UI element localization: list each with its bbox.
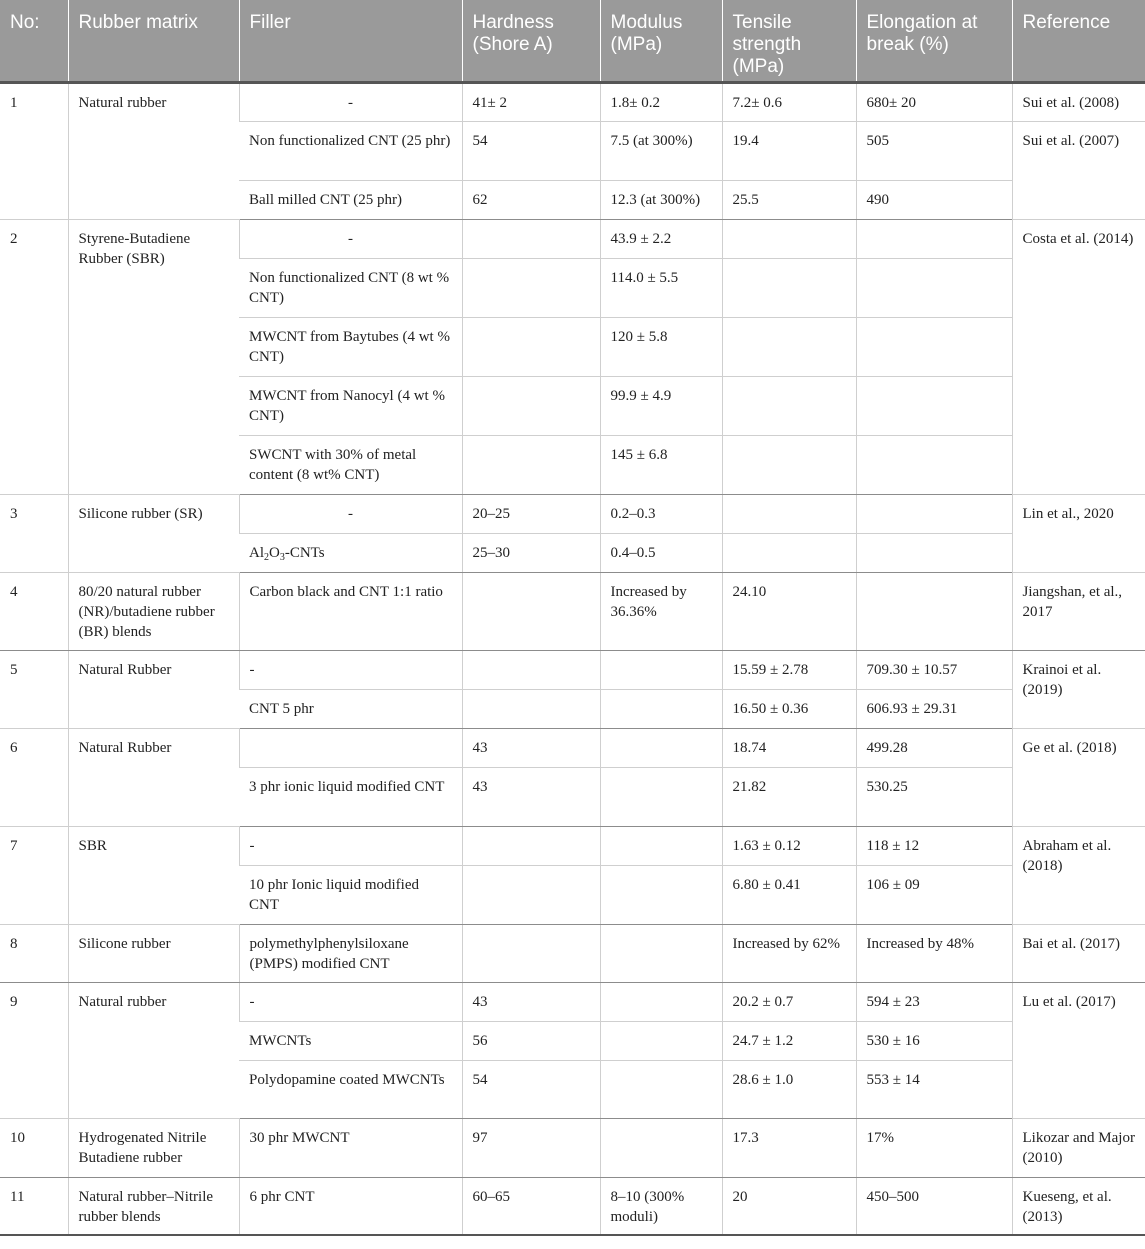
cell-tensile: 25.5 [722, 180, 856, 219]
cell-modulus [600, 826, 722, 865]
cell-filler: 3 phr ionic liquid modified CNT [239, 767, 462, 826]
cell-filler: polymethylphenylsiloxane (PMPS) modified CNT [239, 924, 462, 982]
header-filler: Filler [239, 0, 462, 82]
cell-modulus [600, 1060, 722, 1118]
cell-matrix: Natural rubber [68, 982, 239, 1118]
cell-reference: Sui et al. (2008) [1012, 82, 1145, 121]
cell-filler: - [239, 494, 462, 533]
cell-no: 7 [0, 826, 68, 924]
cell-hardness: 62 [462, 180, 600, 219]
cell-elongation: 450–500 [856, 1177, 1012, 1235]
cell-modulus [600, 1021, 722, 1060]
cell-filler: 6 phr CNT [239, 1177, 462, 1235]
header-reference: Reference [1012, 0, 1145, 82]
table-row [0, 82, 1145, 121]
cell-tensile: 7.2± 0.6 [722, 82, 856, 121]
cell-modulus: 12.3 (at 300%) [600, 180, 722, 219]
cell-elongation: 530.25 [856, 767, 1012, 826]
cell-reference: Krainoi et al. (2019) [1012, 650, 1145, 728]
cell-modulus [600, 689, 722, 728]
cell-hardness [462, 219, 600, 258]
cell-filler: Polydopamine coated MWCNTs [239, 1060, 462, 1118]
cell-matrix: Natural Rubber [68, 728, 239, 826]
cell-modulus: 0.4–0.5 [600, 533, 722, 572]
cell-modulus: 7.5 (at 300%) [600, 121, 722, 180]
cell-matrix: Natural Rubber [68, 650, 239, 728]
cell-matrix: Natural rubber–Nitrile rubber blends [68, 1177, 239, 1235]
cell-hardness: 54 [462, 1060, 600, 1118]
cell-filler: Carbon black and CNT 1:1 ratio [239, 572, 462, 650]
cell-tensile: 28.6 ± 1.0 [722, 1060, 856, 1118]
cell-hardness: 20–25 [462, 494, 600, 533]
header-tensile-strength: Tensile strength (MPa) [722, 0, 856, 82]
cell-tensile [722, 258, 856, 317]
cell-elongation: Increased by 48% [856, 924, 1012, 982]
cell-filler: MWCNTs [239, 1021, 462, 1060]
cell-tensile [722, 533, 856, 572]
cell-tensile: 19.4 [722, 121, 856, 180]
cell-filler: - [239, 219, 462, 258]
cell-tensile: 17.3 [722, 1118, 856, 1177]
cell-filler: SWCNT with 30% of metal content (8 wt% CNT) [239, 435, 462, 494]
cell-tensile: Increased by 62% [722, 924, 856, 982]
cell-no: 3 [0, 494, 68, 572]
cell-hardness: 43 [462, 767, 600, 826]
cell-hardness [462, 650, 600, 689]
header-no: No: [0, 0, 68, 82]
cell-tensile: 16.50 ± 0.36 [722, 689, 856, 728]
cell-filler [239, 533, 462, 572]
cell-hardness [462, 435, 600, 494]
cell-reference: Kueseng, et al. (2013) [1012, 1177, 1145, 1235]
cell-modulus: 99.9 ± 4.9 [600, 376, 722, 435]
cell-tensile [722, 376, 856, 435]
cell-tensile [722, 317, 856, 376]
cell-modulus [600, 924, 722, 982]
cell-filler: Non functionalized CNT (8 wt % CNT) [239, 258, 462, 317]
cell-matrix: 80/20 natural rubber (NR)/butadiene rubber (BR) blends [68, 572, 239, 650]
header-rubber-matrix: Rubber matrix [68, 0, 239, 82]
cell-modulus [600, 767, 722, 826]
cell-hardness: 43 [462, 728, 600, 767]
cell-reference: Ge et al. (2018) [1012, 728, 1145, 826]
cell-reference: Sui et al. (2007) [1012, 121, 1145, 219]
cell-filler: MWCNT from Nanocyl (4 wt % CNT) [239, 376, 462, 435]
cell-tensile [722, 494, 856, 533]
cell-hardness [462, 572, 600, 650]
cell-elongation: 530 ± 16 [856, 1021, 1012, 1060]
cell-hardness [462, 689, 600, 728]
cell-filler: 10 phr Ionic liquid modified CNT [239, 865, 462, 924]
table-row [0, 1118, 1145, 1177]
cell-elongation: 606.93 ± 29.31 [856, 689, 1012, 728]
table-row [0, 494, 1145, 533]
cell-no: 11 [0, 1177, 68, 1235]
cell-modulus: 120 ± 5.8 [600, 317, 722, 376]
cell-filler: - [239, 650, 462, 689]
cell-reference: Jiangshan, et al., 2017 [1012, 572, 1145, 650]
cell-hardness: 54 [462, 121, 600, 180]
cell-hardness: 25–30 [462, 533, 600, 572]
table-row [0, 826, 1145, 865]
cell-no: 9 [0, 982, 68, 1118]
cell-no: 1 [0, 82, 68, 219]
cell-filler: - [239, 826, 462, 865]
table-row [0, 982, 1145, 1021]
cell-hardness: 56 [462, 1021, 600, 1060]
cell-reference: Likozar and Major (2010) [1012, 1118, 1145, 1177]
cell-elongation: 594 ± 23 [856, 982, 1012, 1021]
cell-elongation [856, 317, 1012, 376]
cell-elongation [856, 533, 1012, 572]
cell-elongation [856, 435, 1012, 494]
cell-elongation [856, 219, 1012, 258]
cell-filler: - [239, 82, 462, 121]
cell-tensile: 24.10 [722, 572, 856, 650]
table-row [0, 219, 1145, 258]
cell-elongation: 505 [856, 121, 1012, 180]
header-row [0, 0, 1145, 82]
cell-hardness: 41± 2 [462, 82, 600, 121]
cell-no: 2 [0, 219, 68, 494]
cell-elongation: 118 ± 12 [856, 826, 1012, 865]
cell-elongation [856, 258, 1012, 317]
cell-matrix: SBR [68, 826, 239, 924]
cell-matrix: Styrene-Butadiene Rubber (SBR) [68, 219, 239, 494]
cell-tensile: 15.59 ± 2.78 [722, 650, 856, 689]
cell-no: 5 [0, 650, 68, 728]
cell-elongation [856, 494, 1012, 533]
cell-modulus [600, 865, 722, 924]
cell-hardness [462, 376, 600, 435]
cell-hardness [462, 924, 600, 982]
cell-elongation: 709.30 ± 10.57 [856, 650, 1012, 689]
header-modulus: Modulus (MPa) [600, 0, 722, 82]
cell-tensile: 24.7 ± 1.2 [722, 1021, 856, 1060]
cell-tensile [722, 435, 856, 494]
cell-modulus: 114.0 ± 5.5 [600, 258, 722, 317]
cell-filler: Non functionalized CNT (25 phr) [239, 121, 462, 180]
cell-modulus: 0.2–0.3 [600, 494, 722, 533]
cell-reference: Lu et al. (2017) [1012, 982, 1145, 1118]
table-row [0, 572, 1145, 650]
cell-filler [239, 728, 462, 767]
cell-elongation: 499.28 [856, 728, 1012, 767]
cell-tensile: 6.80 ± 0.41 [722, 865, 856, 924]
header-elongation: Elongation at break (%) [856, 0, 1012, 82]
table-row [0, 728, 1145, 767]
subscript: 2 [264, 551, 269, 563]
cell-modulus: Increased by 36.36% [600, 572, 722, 650]
cell-filler: MWCNT from Baytubes (4 wt % CNT) [239, 317, 462, 376]
filler-text: -CNTs [284, 544, 325, 561]
cell-modulus: 8–10 (300% moduli) [600, 1177, 722, 1235]
cell-modulus: 43.9 ± 2.2 [600, 219, 722, 258]
cell-hardness [462, 258, 600, 317]
cell-modulus [600, 1118, 722, 1177]
cell-no: 10 [0, 1118, 68, 1177]
cell-elongation: 106 ± 09 [856, 865, 1012, 924]
cell-filler: CNT 5 phr [239, 689, 462, 728]
cell-tensile [722, 219, 856, 258]
cell-reference: Bai et al. (2017) [1012, 924, 1145, 982]
cell-no: 8 [0, 924, 68, 982]
cell-matrix: Natural rubber [68, 82, 239, 219]
cell-tensile: 20.2 ± 0.7 [722, 982, 856, 1021]
cell-elongation [856, 572, 1012, 650]
table-row [0, 924, 1145, 982]
cell-filler: - [239, 982, 462, 1021]
cell-modulus: 145 ± 6.8 [600, 435, 722, 494]
cell-elongation: 553 ± 14 [856, 1060, 1012, 1118]
cell-matrix: Hydrogenated Nitrile Butadiene rubber [68, 1118, 239, 1177]
cell-hardness [462, 317, 600, 376]
cell-modulus [600, 982, 722, 1021]
cell-hardness: 97 [462, 1118, 600, 1177]
cell-hardness [462, 865, 600, 924]
cell-hardness: 60–65 [462, 1177, 600, 1235]
cell-matrix: Silicone rubber (SR) [68, 494, 239, 572]
cell-tensile: 18.74 [722, 728, 856, 767]
cell-tensile: 1.63 ± 0.12 [722, 826, 856, 865]
cell-hardness [462, 826, 600, 865]
cell-tensile: 21.82 [722, 767, 856, 826]
cell-elongation: 680± 20 [856, 82, 1012, 121]
cell-elongation [856, 376, 1012, 435]
cell-filler: Ball milled CNT (25 phr) [239, 180, 462, 219]
cell-no: 6 [0, 728, 68, 826]
cell-modulus: 1.8± 0.2 [600, 82, 722, 121]
cell-reference: Lin et al., 2020 [1012, 494, 1145, 572]
header-hardness: Hardness (Shore A) [462, 0, 600, 82]
cell-reference: Costa et al. (2014) [1012, 219, 1145, 494]
cell-elongation: 17% [856, 1118, 1012, 1177]
cell-modulus [600, 650, 722, 689]
cell-filler: 30 phr MWCNT [239, 1118, 462, 1177]
cell-no: 4 [0, 572, 68, 650]
cell-elongation: 490 [856, 180, 1012, 219]
cell-reference: Abraham et al. (2018) [1012, 826, 1145, 924]
cell-matrix: Silicone rubber [68, 924, 239, 982]
subscript: 3 [279, 551, 285, 563]
cell-modulus [600, 728, 722, 767]
table-row [0, 650, 1145, 689]
cell-hardness: 43 [462, 982, 600, 1021]
table-row [0, 1177, 1145, 1235]
filler-text: Al [249, 544, 264, 561]
cell-tensile: 20 [722, 1177, 856, 1235]
filler-text: O [269, 544, 280, 561]
